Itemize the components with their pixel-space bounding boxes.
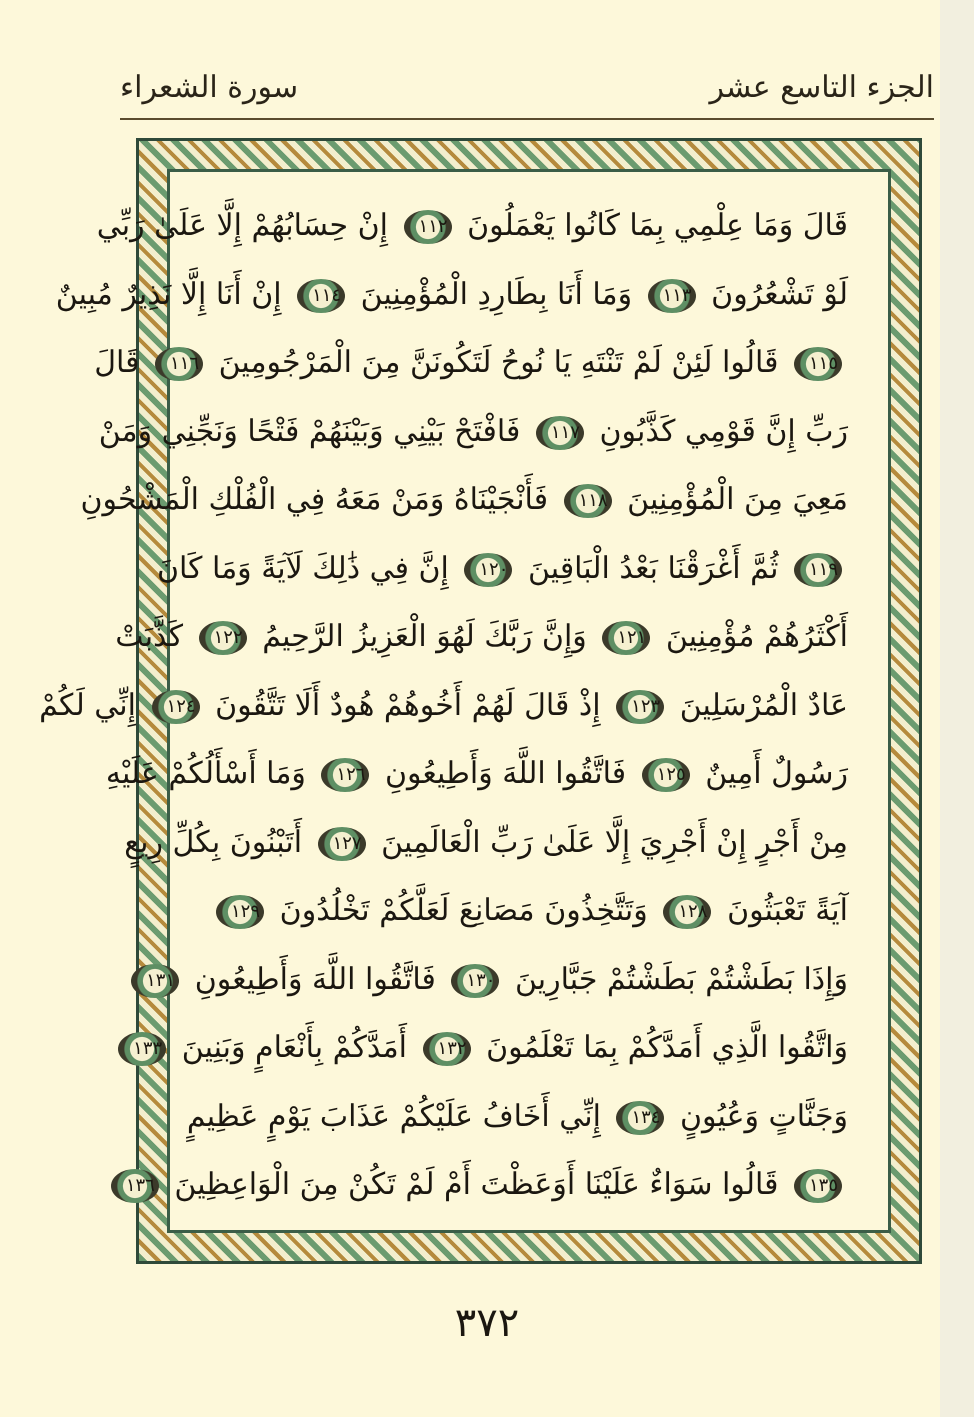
- verse-text: وَاتَّقُوا الَّذِي أَمَدَّكُمْ بِمَا تَعْلَمُونَ: [486, 1030, 848, 1065]
- verse-line: [96, 192, 848, 261]
- verse-text: إِنْ أَنَا إِلَّا نَذِيرٌ مُبِينٌ: [55, 276, 282, 312]
- verse-text: قَالُوا سَوَاءٌ عَلَيْنَا أَوَعَظْتَ أَمْ لَمْ تَكُنْ مِنَ الْوَاعِظِينَ: [174, 1167, 779, 1202]
- verse-text: مِنْ أَجْرٍ إِنْ أَجْرِيَ إِلَّا عَلَىٰ رَبِّ الْعَالَمِينَ: [381, 824, 848, 860]
- ayah-number-marker: ١٢٦: [321, 758, 369, 792]
- ayah-number-marker: ١٣٦: [111, 1169, 159, 1203]
- verse-text: فَاتَّقُوا اللَّهَ وَأَطِيعُونِ: [384, 756, 627, 791]
- verse-text: لَوْ تَشْعُرُونَ: [711, 276, 848, 312]
- verse-line: [186, 1083, 848, 1152]
- verse-text: فَأَنْجَيْنَاهُ وَمَنْ مَعَهُ فِي الْفُلْكِ الْمَشْحُونِ: [80, 482, 549, 517]
- ayah-number-marker: ١١٥: [794, 347, 842, 381]
- verse-line: [39, 672, 848, 741]
- verse-text: كَذَّبَتْ: [115, 619, 184, 654]
- page-edge: [940, 0, 974, 1417]
- ayah-number-marker: ١٣٥: [794, 1169, 842, 1203]
- verse-text: فَافْتَحْ بَيْنِي وَبَيْنَهُمْ فَتْحًا وَنَجِّنِي وَمَنْ: [98, 413, 521, 449]
- verse-text: وَإِنَّ رَبَّكَ لَهُوَ الْعَزِيزُ الرَّحِيمُ: [262, 619, 587, 654]
- verse-text: إِنَّ فِي ذَٰلِكَ لَآيَةً وَمَا كَانَ: [156, 550, 449, 586]
- verse-text: وَتَتَّخِذُونَ مَصَانِعَ لَعَلَّكُمْ تَخْلُدُونَ: [279, 893, 648, 928]
- text-panel: [39, 169, 891, 1233]
- ayah-number-marker: ١٢٥: [642, 758, 690, 792]
- ayah-number-marker: ١١٨: [564, 484, 612, 518]
- verse-text: وَمَا أَسْأَلُكُمْ عَلَيْهِ: [105, 756, 306, 791]
- ayah-number-marker: ١٢٠: [464, 553, 512, 587]
- verse-text: أَتَبْنُونَ بِكُلِّ رِيعٍ: [124, 824, 303, 860]
- verse-text: أَمَدَّكُمْ بِأَنْعَامٍ وَبَنِينَ: [181, 1030, 408, 1065]
- verse-line: [105, 740, 848, 809]
- verse-text: مَعِيَ مِنَ الْمُؤْمِنِينَ: [627, 482, 848, 517]
- ayah-number-marker: ١٣٤: [616, 1101, 664, 1135]
- verse-line: [98, 398, 848, 467]
- verse-text: قَالَ: [94, 345, 140, 380]
- verse-text: عَادٌ الْمُرْسَلِينَ: [679, 687, 848, 723]
- verse-line: [125, 1151, 848, 1220]
- ayah-number-marker: ١١٩: [794, 553, 842, 587]
- verse-text: قَالُوا لَئِنْ لَمْ تَنْتَهِ يَا نُوحُ لَتَكُونَنَّ مِنَ الْمَرْجُومِينَ: [218, 345, 779, 380]
- ayah-number-marker: ١٢٧: [318, 827, 366, 861]
- surah-title: سورة الشعراء: [120, 70, 299, 105]
- verse-text: إِذْ قَالَ لَهُمْ أَخُوهُمْ هُودٌ أَلَا تَتَّقُونَ: [215, 687, 601, 723]
- verse-text: قَالَ وَمَا عِلْمِي بِمَا كَانُوا يَعْمَلُونَ: [467, 208, 848, 243]
- ayah-number-marker: ١٢٣: [616, 690, 664, 724]
- ayah-number-marker: ١١٧: [536, 416, 584, 450]
- verse-text: فَاتَّقُوا اللَّهَ وَأَطِيعُونِ: [194, 961, 436, 997]
- page-number: ٣٧٢: [454, 1300, 520, 1346]
- verse-text: وَمَا أَنَا بِطَارِدِ الْمُؤْمِنِينَ: [360, 276, 633, 312]
- verse-line: [55, 261, 848, 330]
- juz-title: الجزء التاسع عشر: [709, 70, 934, 105]
- verse-text: ثُمَّ أَغْرَقْنَا بَعْدُ الْبَاقِينَ: [527, 550, 779, 586]
- verse-text: أَكْثَرُهُمْ مُؤْمِنِينَ: [665, 619, 848, 654]
- ayah-number-marker: ١٢١: [602, 621, 650, 655]
- verse-line: [133, 1014, 848, 1083]
- ayah-number-marker: ١٣٣: [118, 1032, 166, 1066]
- ayah-number-marker: ١٣٠: [451, 964, 499, 998]
- verse-line: [210, 877, 848, 946]
- ayah-number-marker: ١٣٢: [423, 1032, 471, 1066]
- ayah-number-marker: ١٣١: [131, 964, 179, 998]
- ayah-number-marker: ١١٤: [297, 279, 345, 313]
- verse-line: [124, 809, 848, 878]
- verse-line: [115, 603, 848, 672]
- ayah-number-marker: ١١٣: [648, 279, 696, 313]
- verse-text: إِنِّي لَكُمْ: [39, 687, 136, 723]
- verse-text: إِنْ حِسَابُهُمْ إِلَّا عَلَىٰ رَبِّي: [96, 208, 388, 243]
- verse-text: رَبِّ إِنَّ قَوْمِي كَذَّبُونِ: [599, 413, 848, 449]
- verse-text: آيَةً تَعْبَثُونَ: [727, 893, 848, 928]
- header-divider: [120, 118, 934, 120]
- verse-line: [146, 946, 848, 1015]
- ayah-number-marker: ١٢٤: [152, 690, 200, 724]
- ornamental-frame: [39, 138, 922, 1264]
- verse-line: [94, 329, 848, 398]
- verse-text: وَإِذَا بَطَشْتُمْ بَطَشْتُمْ جَبَّارِينَ: [514, 961, 848, 997]
- verse-text: وَجَنَّاتٍ وَعُيُونٍ: [680, 1098, 848, 1134]
- verse-text: إِنِّي أَخَافُ عَلَيْكُمْ عَذَابَ يَوْمٍ عَظِيمٍ: [186, 1098, 601, 1134]
- ayah-number-marker: ١١٦: [155, 347, 203, 381]
- verse-line: [156, 535, 848, 604]
- ayah-number-marker: ١٢٢: [199, 621, 247, 655]
- verse-line: [80, 466, 848, 535]
- ayah-number-marker: ١٢٨: [663, 895, 711, 929]
- verses-block: [39, 192, 848, 1210]
- ayah-number-marker: ١٢٩: [216, 895, 264, 929]
- ayah-number-marker: ١١٢: [404, 210, 452, 244]
- verse-text: رَسُولٌ أَمِينٌ: [705, 756, 848, 791]
